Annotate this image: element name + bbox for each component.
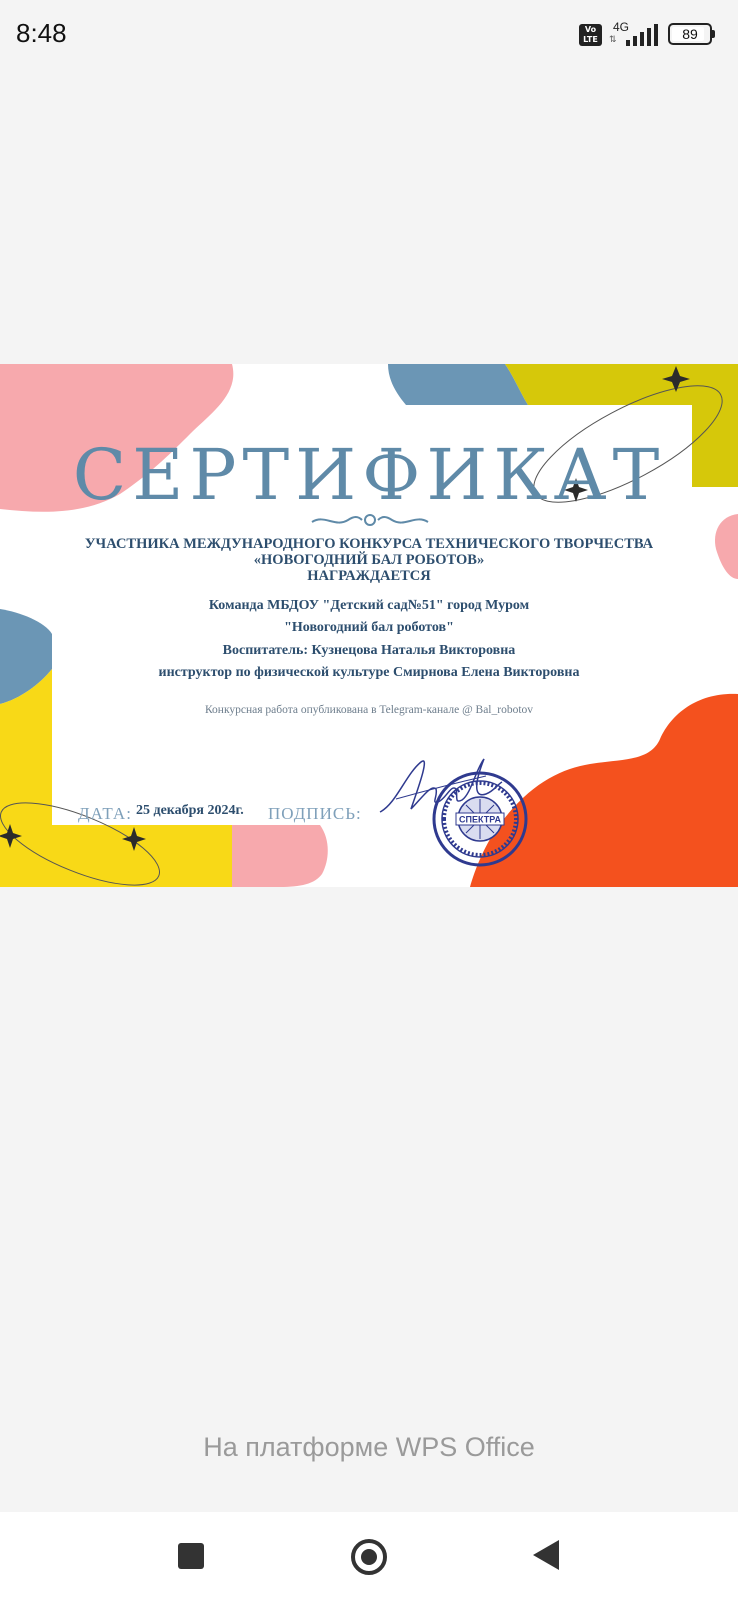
triangle-back-icon bbox=[533, 1540, 559, 1570]
back-button[interactable] bbox=[507, 1512, 587, 1600]
certificate-title: СЕРТИФИКАТ bbox=[72, 434, 666, 516]
recents-button[interactable] bbox=[151, 1512, 231, 1600]
network-type: 4G bbox=[613, 20, 630, 34]
instructor-line: инструктор по физической культуре Смирнова Елена Викторовна bbox=[158, 665, 580, 680]
platform-caption: На платформе WPS Office bbox=[203, 1432, 535, 1462]
battery-icon bbox=[668, 23, 712, 45]
battery-level: 89 bbox=[682, 26, 698, 42]
signature-label: ПОДПИСЬ: bbox=[268, 804, 362, 823]
ornament-divider bbox=[310, 510, 430, 530]
status-bar bbox=[0, 0, 738, 70]
team-line: Команда МБДОУ "Детский сад№51" город Муром bbox=[208, 598, 530, 613]
publication-note: Конкурсная работа опубликована в Telegram-канале @ Bal_robotov bbox=[204, 704, 534, 716]
signal-icon bbox=[626, 24, 660, 46]
subtitle-line-2: «НОВОГОДНИЙ БАЛ РОБОТОВ» bbox=[253, 552, 485, 568]
date-label: ДАТА: bbox=[78, 804, 132, 823]
navigation-bar bbox=[0, 1512, 738, 1600]
stamp-text: СПЕКТРА bbox=[459, 814, 501, 825]
certificate-image bbox=[0, 364, 738, 887]
subtitle-line-3: НАГРАЖДАЕТСЯ bbox=[307, 568, 431, 584]
subtitle-line-1: УЧАСТНИКА МЕЖДУНАРОДНОГО КОНКУРСА ТЕХНИЧЕСКОГО ТВОРЧЕСТВА bbox=[84, 536, 654, 552]
work-title-line: "Новогодний бал роботов" bbox=[284, 620, 454, 635]
date-value: 25 декабря 2024г. bbox=[136, 803, 244, 818]
stamp-seal-icon bbox=[430, 769, 530, 869]
data-arrows-icon: ⇅ bbox=[609, 34, 617, 44]
certificate-subtitle bbox=[40, 536, 698, 584]
volte-icon: Vo LTE bbox=[579, 24, 602, 46]
circle-icon bbox=[350, 1538, 388, 1576]
teacher-line: Воспитатель: Кузнецова Наталья Викторовна bbox=[222, 643, 516, 658]
clock: 8:48 bbox=[16, 18, 67, 48]
battery-tip bbox=[712, 30, 715, 38]
square-icon bbox=[178, 1543, 204, 1569]
home-button[interactable] bbox=[329, 1512, 409, 1600]
